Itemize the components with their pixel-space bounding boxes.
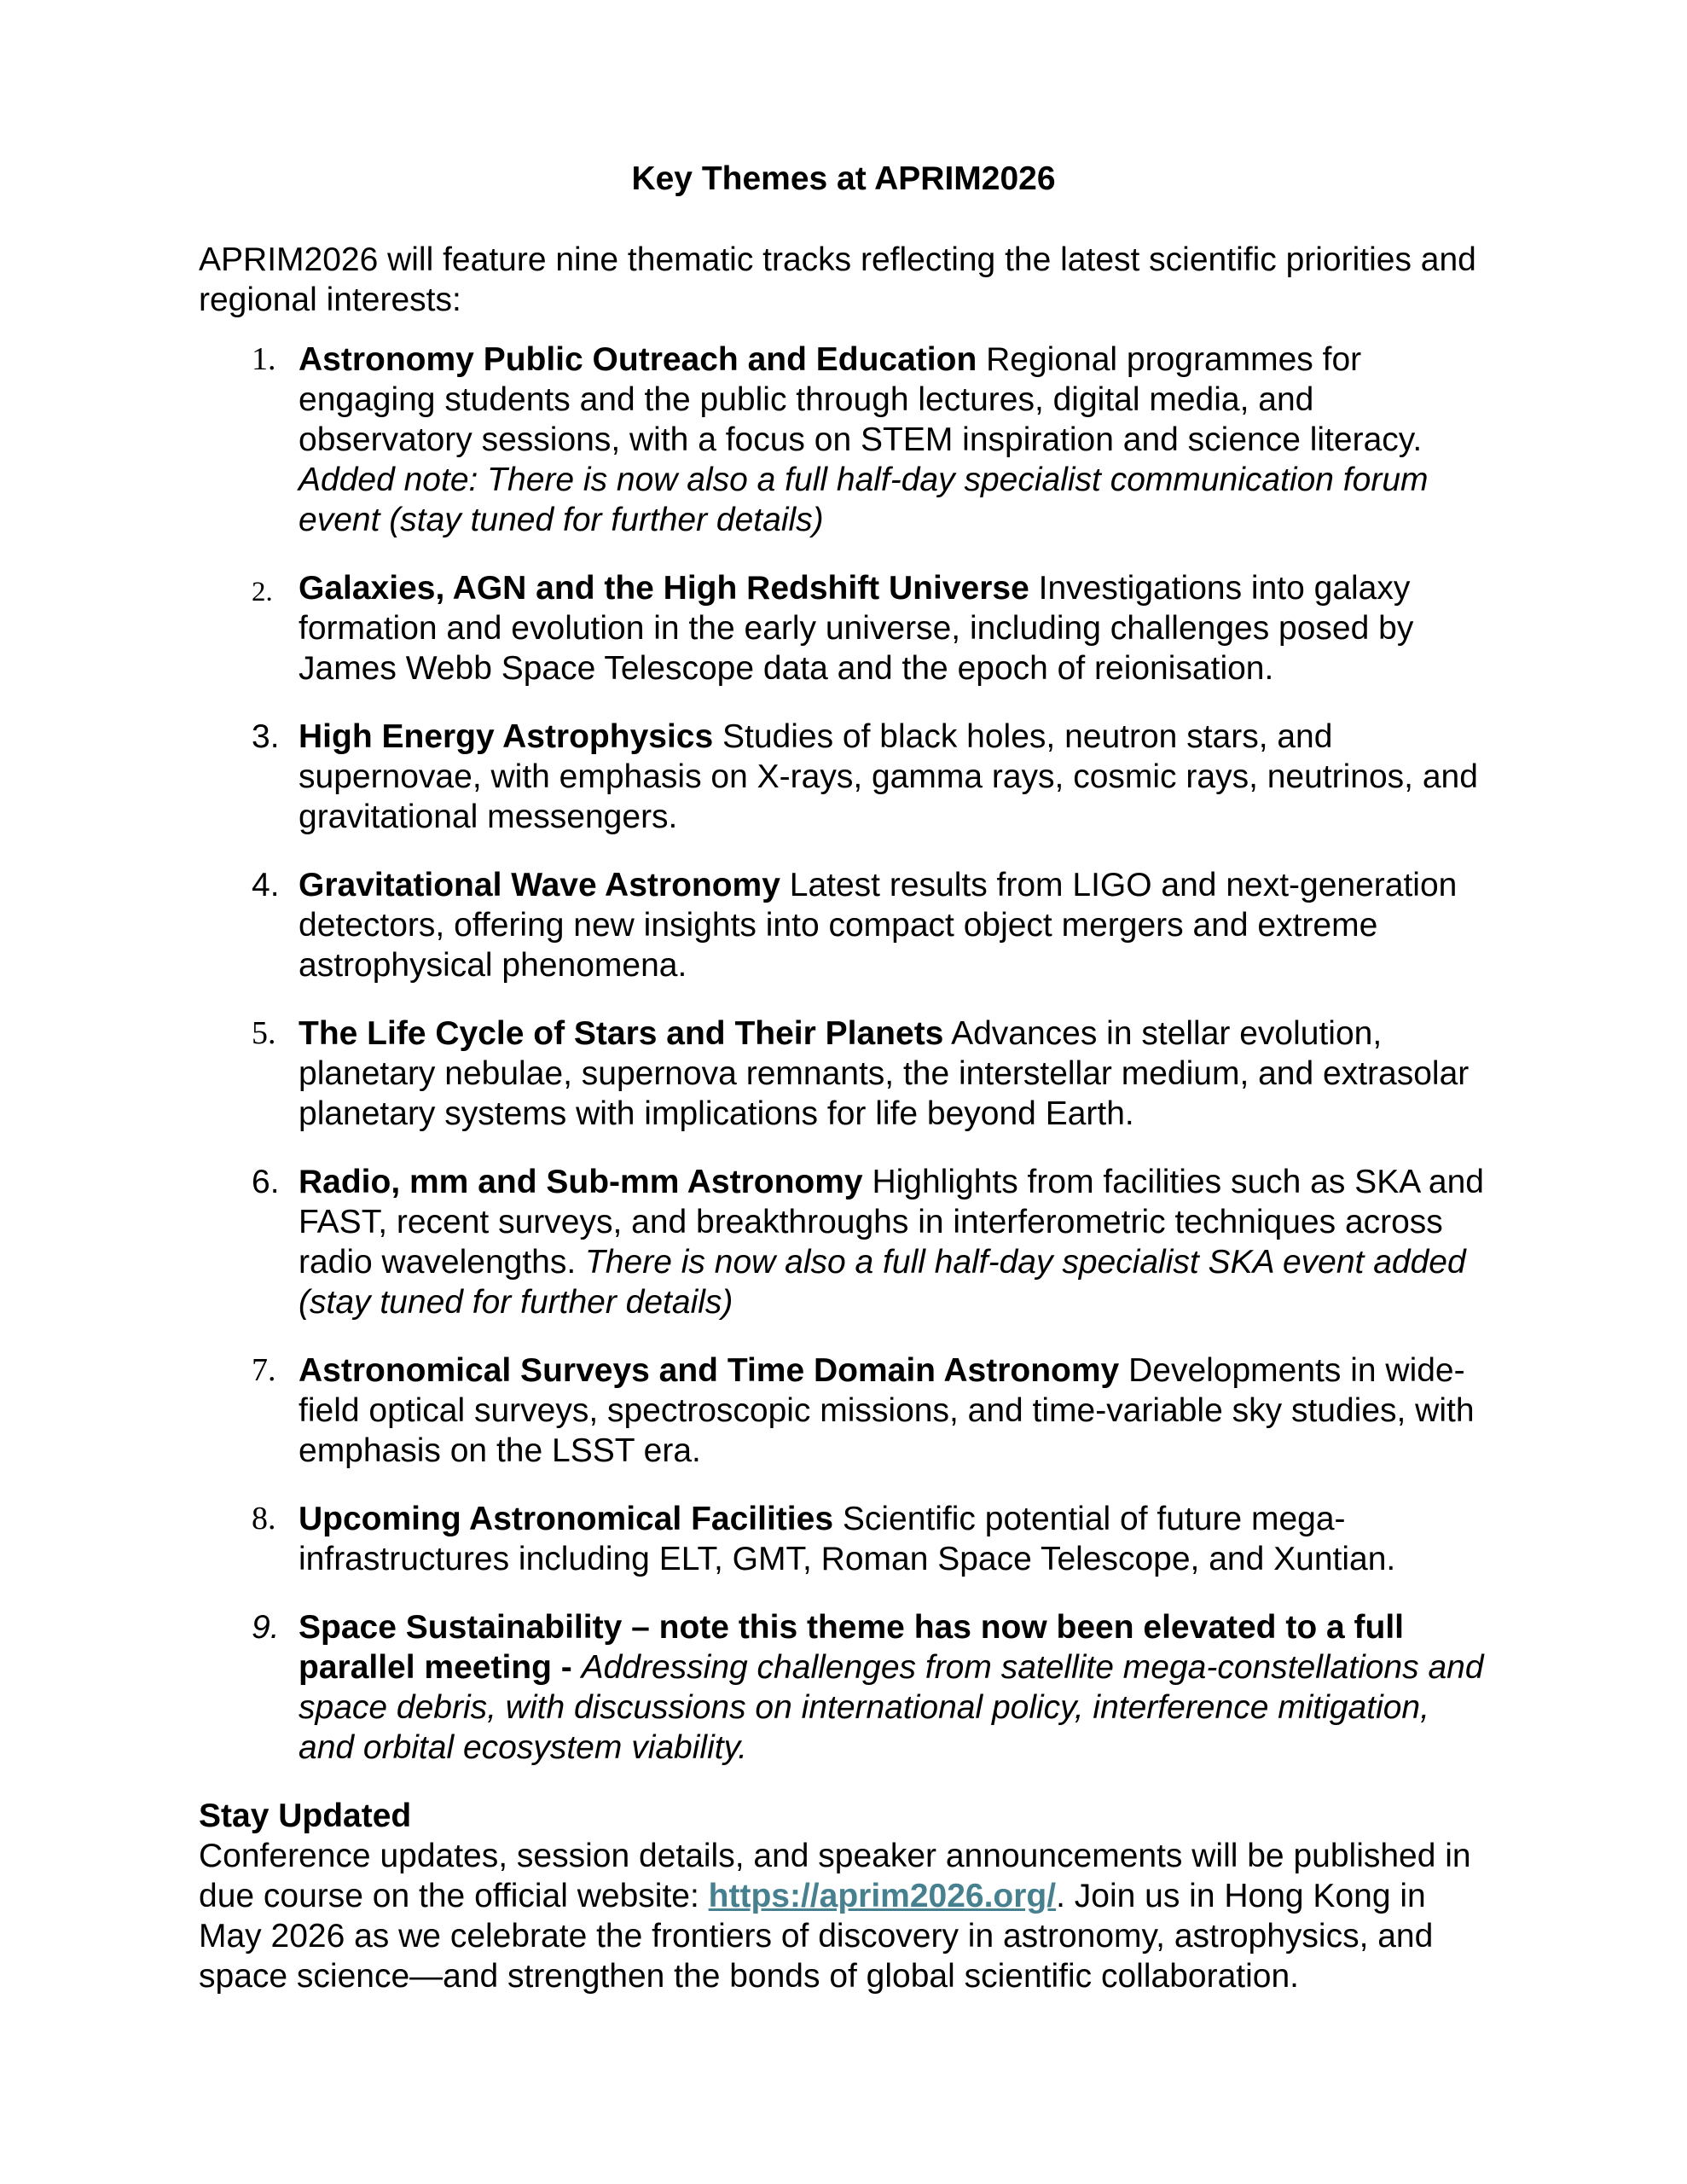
theme-description: Regional programmes for engaging students and the public through lectures, digital media, and observatory sessions, with a focus on STEM inspiration and science literacy. <box>299 341 1423 458</box>
theme-item-9 <box>199 1607 1488 1768</box>
theme-number: 2. <box>252 577 273 607</box>
theme-item-3 <box>199 717 1488 837</box>
stay-updated-heading: Stay Updated <box>199 1798 412 1834</box>
theme-description: Latest results from LIGO and next-generation detectors, offering new insights into compact object mergers and extreme astrophysical phenomena. <box>299 867 1458 984</box>
theme-number: 8. <box>252 1501 276 1536</box>
theme-note: Addressing challenges from satellite mega-constellations and space debris, with discussions on international policy, interference mitigation, and orbital ecosystem viability. <box>299 1649 1484 1766</box>
page-title: Key Themes at APRIM2026 <box>631 160 1056 197</box>
theme-item-4 <box>199 865 1488 985</box>
theme-item-7 <box>199 1350 1488 1471</box>
theme-description: Developments in wide-field optical surveys, spectroscopic missions, and time-variable sky studies, with emphasis on the LSST era. <box>299 1352 1475 1469</box>
theme-note: There is now also a full half-day specialist SKA event added (stay tuned for further details) <box>299 1244 1466 1321</box>
theme-item-5 <box>199 1014 1488 1134</box>
theme-description: Studies of black holes, neutron stars, and supernovae, with emphasis on X-rays, gamma rays, cosmic rays, neutrinos, and gravitational messengers. <box>299 718 1478 835</box>
theme-heading: Space Sustainability – note this theme has now been elevated to a full parallel meeting - <box>299 1609 1404 1686</box>
theme-heading: Astronomical Surveys and Time Domain Astronomy <box>299 1352 1120 1389</box>
theme-heading: Astronomy Public Outreach and Education <box>299 341 977 378</box>
theme-item-1 <box>199 340 1488 540</box>
theme-heading: Gravitational Wave Astronomy <box>299 867 780 903</box>
theme-number: 5. <box>252 1015 276 1051</box>
theme-heading: High Energy Astrophysics <box>299 718 714 755</box>
theme-description: Scientific potential of future mega-infrastructures including ELT, GMT, Roman Space Telescope, and Xuntian. <box>299 1501 1396 1577</box>
footer-text-after-link: . Join us in Hong Kong in May 2026 as we celebrate the frontiers of discovery in astronomy, astrophysics, and space science—and strengthen the bonds of global scientific collaboration. <box>199 1878 1434 1995</box>
theme-heading: The Life Cycle of Stars and Their Planets <box>299 1015 944 1052</box>
theme-number: 6. <box>252 1164 280 1200</box>
theme-heading: Radio, mm and Sub-mm Astronomy <box>299 1164 863 1200</box>
intro-paragraph: APRIM2026 will feature nine thematic tracks reflecting the latest scientific priorities and regional interests: <box>199 241 1476 318</box>
theme-number: 7. <box>252 1352 276 1388</box>
theme-number: 1. <box>252 341 276 377</box>
theme-description: Investigations into galaxy formation and evolution in the early universe, including challenges posed by James Webb Space Telescope data and the epoch of reionisation. <box>299 570 1414 687</box>
theme-item-2 <box>199 568 1488 688</box>
stay-updated-section <box>199 1796 1488 1996</box>
theme-description: Advances in stellar evolution, planetary nebulae, supernova remnants, the interstellar medium, and extrasolar planetary systems with implications for life beyond Earth. <box>299 1015 1470 1132</box>
theme-number: 4. <box>252 867 280 903</box>
theme-item-8 <box>199 1499 1488 1579</box>
footer-text-before-link: Conference updates, session details, and speaker announcements will be published in due course on the official website: <box>199 1838 1471 1914</box>
aprim-website-link[interactable]: https://aprim2026.org/ <box>708 1878 1057 1914</box>
theme-description: Highlights from facilities such as SKA and FAST, recent surveys, and breakthroughs in interferometric techniques across radio wavelengths. <box>299 1164 1484 1281</box>
theme-note: Added note: There is now also a full half-day specialist communication forum event (stay tuned for further details) <box>299 462 1429 538</box>
theme-number: 3. <box>252 718 280 755</box>
stay-updated-paragraph <box>199 1836 1488 1996</box>
theme-heading: Upcoming Astronomical Facilities <box>299 1501 834 1537</box>
theme-number: 9. <box>252 1609 280 1646</box>
theme-heading: Galaxies, AGN and the High Redshift Universe <box>299 570 1029 607</box>
theme-item-6 <box>199 1162 1488 1322</box>
themes-list <box>199 340 1488 1768</box>
